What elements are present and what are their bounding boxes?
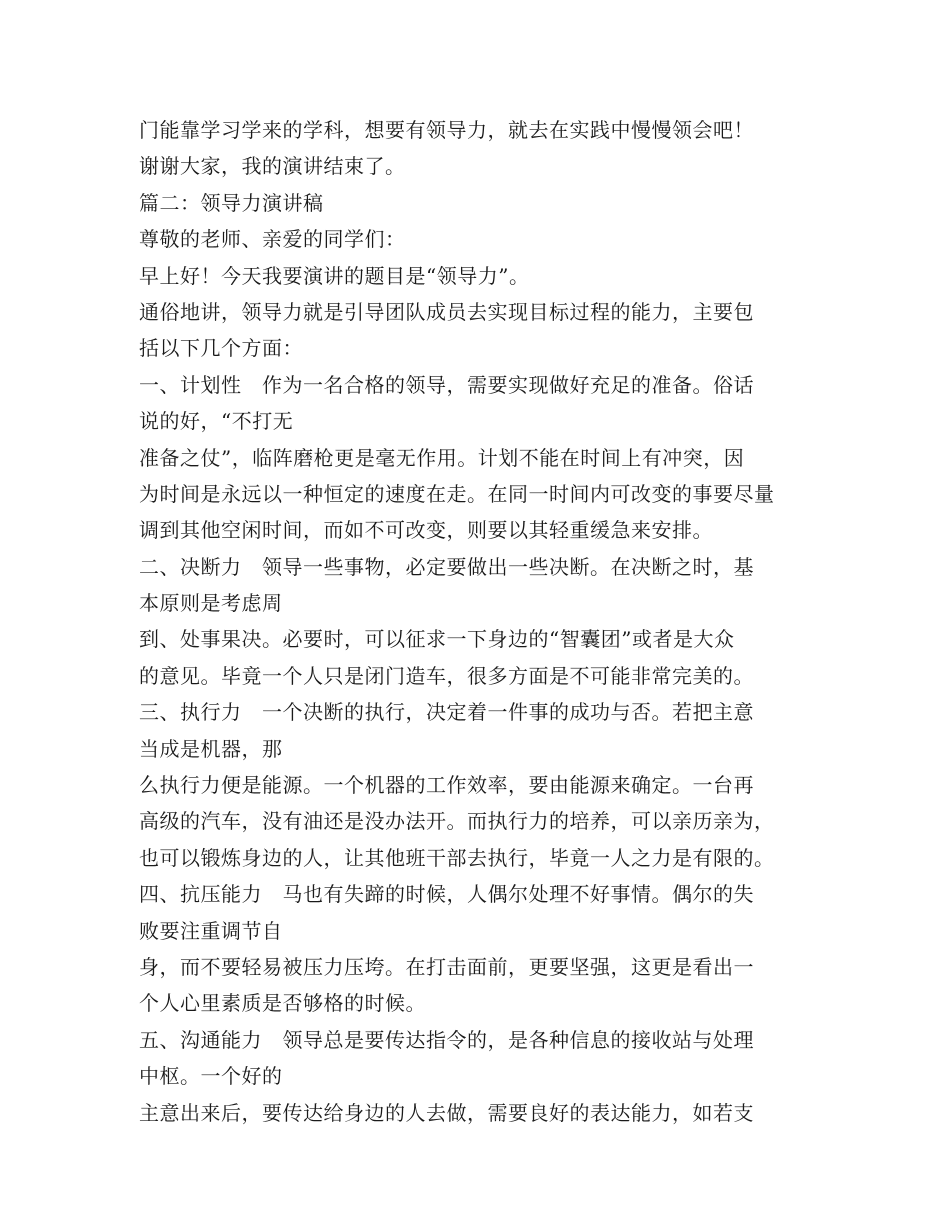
text-line: 门能靠学习学来的学科，想要有领导力，就去在实践中慢慢领会吧！	[139, 118, 754, 142]
text-line: 高级的汽车，没有油还是没办法开。而执行力的培养，可以亲历亲为，	[139, 809, 775, 834]
text-line: 准备之仗”，临阵磨枪更是毫无作用。计划不能在时间上有冲突，因	[139, 445, 745, 470]
text-line: 本原则是考虑周	[139, 591, 283, 616]
text-line: 败要注重调节自	[139, 918, 283, 943]
text-line: 通俗地讲，领导力就是引导团队成员去实现目标过程的能力，主要包	[139, 299, 754, 324]
text-line: 到、处事果决。必要时，可以征求一下身边的“智囊团”或者是大众	[139, 627, 735, 652]
text-line: 早上好！今天我要演讲的题目是“领导力”。	[139, 263, 530, 288]
text-line: 也可以锻炼身边的人，让其他班干部去执行，毕竟一人之力是有限的。	[139, 845, 775, 870]
text-line: 三、执行力 一个决断的执行，决定着一件事的成功与否。若把主意	[139, 700, 754, 725]
text-line: 身，而不要轻易被压力压垮。在打击面前，更要坚强，这更是看出一	[139, 954, 754, 979]
text-line: 四、抗压能力 马也有失蹄的时候，人偶尔处理不好事情。偶尔的失	[139, 882, 754, 907]
text-line: 调到其他空闲时间，而如不可改变，则要以其轻重缓急来安排。	[139, 518, 713, 543]
text-line: 五、沟通能力 领导总是要传达指令的，是各种信息的接收站与处理	[139, 1027, 754, 1052]
text-line: 主意出来后，要传达给身边的人去做，需要良好的表达能力，如若支	[139, 1100, 754, 1125]
text-line: 中枢。一个好的	[139, 1064, 283, 1089]
text-line: 说的好，“不打无	[139, 409, 294, 434]
text-line: 么执行力便是能源。一个机器的工作效率，要由能源来确定。一台再	[139, 773, 754, 798]
text-line: 二、决断力 领导一些事物，必定要做出一些决断。在决断之时，基	[139, 554, 754, 579]
text-line: 尊敬的老师、亲爱的同学们：	[139, 227, 406, 252]
text-line: 一、计划性 作为一名合格的领导，需要实现做好充足的准备。俗话	[139, 372, 754, 397]
section-heading: 篇二：领导力演讲稿	[139, 190, 324, 215]
text-line: 谢谢大家，我的演讲结束了。	[139, 154, 406, 179]
text-line: 为时间是永远以一种恒定的速度在走。在同一时间内可改变的事要尽量	[139, 481, 775, 506]
document-text-body	[139, 112, 819, 1131]
text-line: 个人心里素质是否够格的时候。	[139, 991, 426, 1016]
text-line: 的意见。毕竟一个人只是闭门造车，很多方面是不可能非常完美的。	[139, 663, 754, 688]
text-line: 括以下几个方面：	[139, 336, 303, 361]
text-line: 当成是机器，那	[139, 736, 283, 761]
